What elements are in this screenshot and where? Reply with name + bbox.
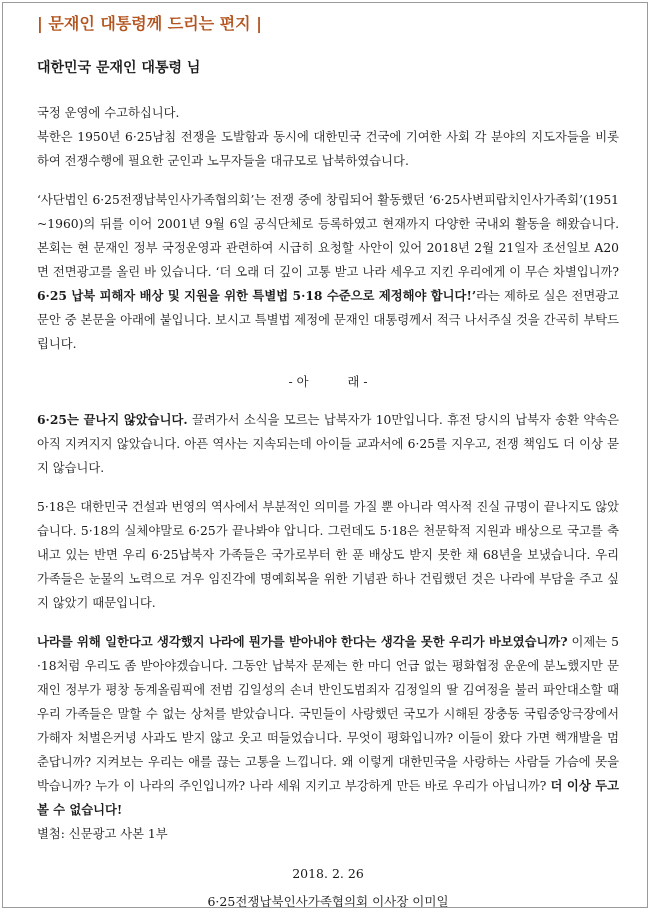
paragraph-association bbox=[37, 188, 619, 356]
letter-page bbox=[2, 2, 648, 908]
paragraph-war-not-over-text: 끌려가서 소식을 모르는 납북자가 10만입니다. 휴전 당시의 납북자 송환 약속은 아직 지켜지지 않았습니다. 아픈 역사는 지속되는데 아이들 교과서에 6·25를 지우고, 전쟁 책임도 더 이상 묻지 않습니다. bbox=[37, 413, 620, 475]
paragraph-518 bbox=[37, 495, 619, 615]
paragraph-appeal-text: 이제는 5·18처럼 우리도 좀 받아야겠습니다. 그동안 납북자 문제는 한 마디 언급 없는 평화협정 운운에 분노했지만 문재인 정부가 평창 동계올림픽에 전범 김일성의 손녀 반인도범죄자 김정일의 딸 김여정을 불러 파안대소할 때 우리 가족들은 말할 수 없는 상처를 받았습니다. 국민들이 사랑했던 국모가 시해된 장충동 국립중앙극장에서 가해자 처벌은커녕 사과도 받지 않고 웃고 떠들었습니다. 무엇이 평화입니까? 이들이 왔다 가면 핵개발을 멈춘답니까? 지켜보는 우리는 애를 끊는 고통을 느낍니다. 왜 이렇게 대한민국을 사랑하는 사람들 가슴에 못을 박습니까? 누가 이 나라의 주인입니까? 나라 세워 지키고 부강하게 만든 바로 우리가 아닙니까? bbox=[37, 635, 620, 793]
letter-title: | 문재인 대통령께 드리는 편지 | bbox=[37, 14, 263, 33]
paragraph-greeting bbox=[37, 101, 619, 173]
paragraph-appeal bbox=[37, 630, 619, 822]
paragraph-appeal-closing: 더 이상 두고 볼 수 없습니다! bbox=[37, 778, 619, 817]
paragraph-association-tail: 라는 제하로 실은 전면광고 문안 중 본문을 아래에 붙입니다. 보시고 특별법 제정에 문재인 대통령께서 적극 나서주실 것을 간곡히 부탁드립니다. bbox=[37, 289, 619, 351]
paragraph-association-emphasis: 6·25 납북 피해자 배상 및 지원을 위한 특별법 5·18 수준으로 제정해야 합니다!’ bbox=[37, 288, 477, 303]
paragraph-518-text: 5·18은 대한민국 건설과 번영의 역사에서 부분적인 의미를 가질 뿐 아니라 역사적 진실 규명이 끝나지도 않았습니다. 5·18의 실체야말로 6·25가 끝나봐야 압니다. 그런데도 5·18은 천문학적 지원과 배상으로 국고를 축내고 있는 반면 우리 6·25납북자 가족들은 국가로부터 한 푼 배상도 받지 못한 채 68년을 보냈습니다. 우리 가족들은 눈물의 노력으로 겨우 임진각에 명예회복을 위한 기념관 하나 건립했던 것은 나라에 부담을 주고 싶지 않았기 때문입니다. bbox=[37, 500, 619, 610]
letter-date: 2018. 2. 26 bbox=[292, 866, 364, 881]
paragraph-war-not-over-emphasis: 6·25는 끝나지 않았습니다. bbox=[37, 412, 188, 427]
letter-body bbox=[37, 13, 619, 908]
paragraph-greeting-text: 국정 운영에 수고하십니다. 북한은 1950년 6·25남침 전쟁을 도발함과 동시에 대한민국 건국에 기여한 사회 각 분야의 지도자들을 비롯하여 전쟁수행에 필요한 군인과 노무자들을 대규모로 납북하였습니다. bbox=[37, 106, 619, 168]
paragraph-association-text: ‘사단법인 6·25전쟁납북인사가족협의회’는 전쟁 중에 창립되어 활동했던 ‘6·25사변피랍치인사가족회’(1951~1960)의 뒤를 이어 2001년 9월 6일 공식단체로 등록하였고 현재까지 다양한 국내외 활동을 해왔습니다. 본회는 현 문재인 정부 국정운영과 관련하여 시급히 요청할 사안이 있어 2018년 2월 21일자 조선일보 A20면 전면광고를 올린 바 있습니다. ‘더 오래 더 깊이 고통 받고 나라 세우고 지킨 우리에게 이 무슨 차별입니까? bbox=[37, 193, 619, 279]
letter-recipient: 대한민국 문재인 대통령 님 bbox=[37, 60, 201, 76]
letter-signer: 6·25전쟁납북인사가족협의회 이사장 이미일 bbox=[207, 894, 449, 908]
section-separator bbox=[37, 370, 619, 394]
attachment-note: 별첨: 신문광고 사본 1부 bbox=[37, 827, 168, 841]
section-separator-text: - 아 래 - bbox=[288, 375, 368, 389]
paragraph-appeal-emphasis: 나라를 위해 일한다고 생각했지 나라에 뭔가를 받아내야 한다는 생각을 못한 우리가 바보였습니까? bbox=[37, 634, 568, 649]
paragraph-war-not-over bbox=[37, 408, 619, 480]
